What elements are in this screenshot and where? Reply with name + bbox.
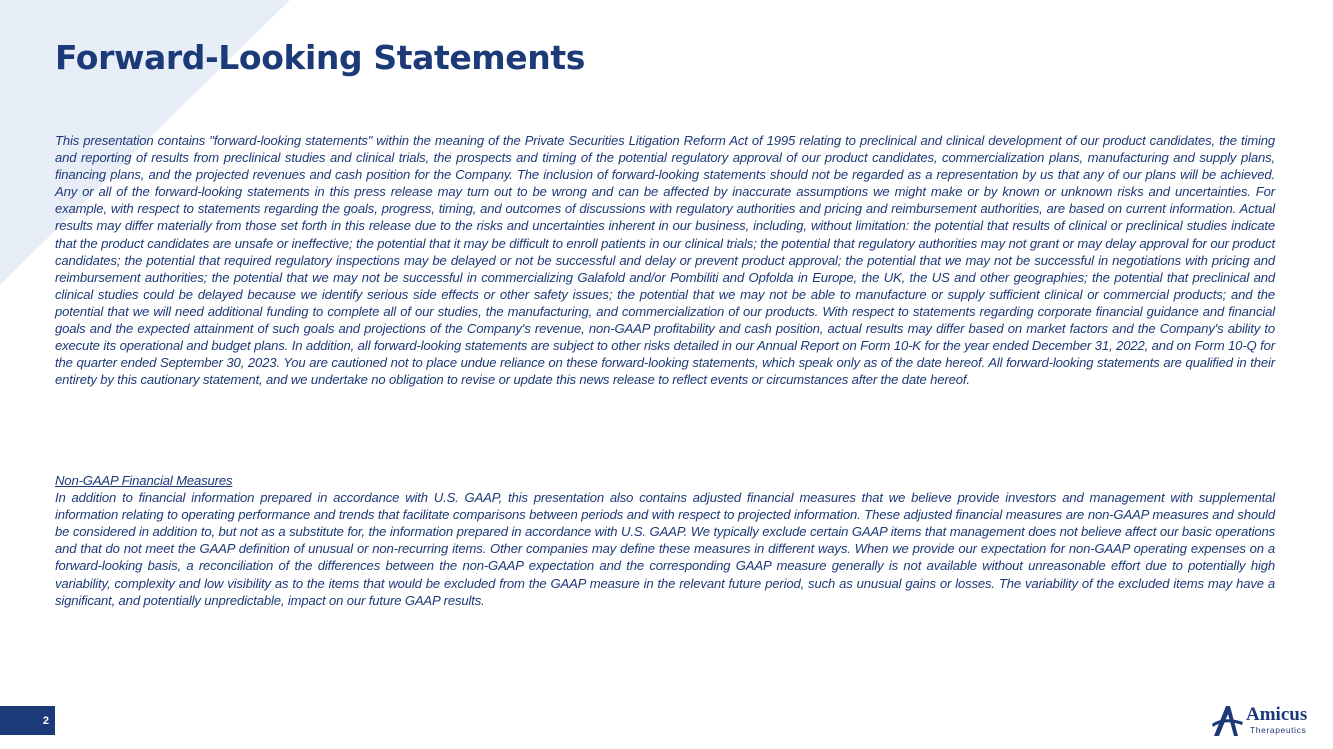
- logo-subtitle: Therapeutics: [1250, 725, 1307, 735]
- forward-looking-paragraph: This presentation contains "forward-looking statements" within the meaning of the Private Securities Litigation Reform Act of 1995 relating to preclinical and clinical development of our product candidates, the timing and reporting of results from preclinical studies and clinical trials, the prospects and timing of the potential regulatory approval of our product candidates, commercialization plans, manufacturing and supply plans, financing plans, and the projected revenues and cash position for the Company. The inclusion of forward-looking statements should not be regarded as a representation by us that any of our plans will be achieved. Any or all of the forward-looking statements in this press release may turn out to be wrong and can be affected by inaccurate assumptions we might make or by known or unknown risks and uncertainties. For example, with respect to statements regarding the goals, progress, timing, and outcomes of discussions with regulatory authorities and pricing and reimbursement authorities, are based on current information. Actual results may differ materially from those set forth in this release due to the risks and uncertainties inherent in our business, including, without limitation: the potential that results of clinical or preclinical studies indicate that the product candidates are unsafe or ineffective; the potential that it may be difficult to enroll patients in our clinical trials; the potential that regulatory authorities may not grant or may delay approval for our product candidates; the potential that required regulatory inspections may be delayed or not be successful and delay or prevent product approval; the potential that we may not be successful in negotiations with pricing and reimbursement authorities; the potential that we may not be successful in commercializing Galafold and/or Pombiliti and Opfolda in Europe, the UK, the US and other geographies; the potential that preclinical and clinical studies could be delayed because we identify serious side effects or other safety issues; the potential that we may not be able to manufacture or supply sufficient clinical or commercial products; and the potential that we will need additional funding to complete all of our studies, the manufacturing, and commercialization of our products. With respect to statements regarding corporate financial guidance and financial goals and the expected attainment of such goals and projections of the Company's revenue, non-GAAP profitability and cash position, actual results may differ based on market factors and the Company's ability to execute its operational and budget plans. In addition, all forward-looking statements are subject to other risks detailed in our Annual Report on Form 10-K for the year ended December 31, 2022, and on Form 10-Q for the quarter ended September 30, 2023. You are cautioned not to place undue reliance on these forward-looking statements, which speak only as of the date hereof. All forward-looking statements are qualified in their entirety by this cautionary statement, and we undertake no obligation to revise or update this news release to reflect events or circumstances after the date hereof.: [55, 133, 1275, 388]
- non-gaap-section: [55, 472, 1275, 609]
- non-gaap-heading: Non-GAAP Financial Measures: [55, 473, 233, 488]
- logo-name: Amicus: [1246, 704, 1308, 725]
- amicus-logo-icon: [1210, 700, 1246, 740]
- non-gaap-paragraph: In addition to financial information prepared in accordance with U.S. GAAP, this presentation also contains adjusted financial measures that we believe provide investors and management with supplemental information relating to operating performance and trends that facilitate comparisons between periods and with respect to projected information. These adjusted financial measures are non-GAAP measures and should be considered in addition to, but not as a substitute for, the information prepared in accordance with U.S. GAAP. We typically exclude certain GAAP items that management does not believe affect our basic operations and that do not meet the GAAP definition of unusual or non-recurring items. Other companies may define these measures in different ways. When we provide our expectation for non-GAAP operating expenses on a forward-looking basis, a reconciliation of the differences between the non-GAAP expectation and the corresponding GAAP measure generally is not available without unreasonable effort due to potentially high variability, complexity and low visibility as to the items that would be excluded from the GAAP measure in the relevant future period, such as unusual gains or losses. The variability of the excluded items may have a significant, and potentially unpredictable, impact on our future GAAP results.: [55, 490, 1275, 608]
- page-title: Forward-Looking Statements: [55, 38, 585, 77]
- page-number: 2: [42, 714, 49, 727]
- page-number-badge: [0, 706, 55, 735]
- company-logo: [1210, 700, 1320, 740]
